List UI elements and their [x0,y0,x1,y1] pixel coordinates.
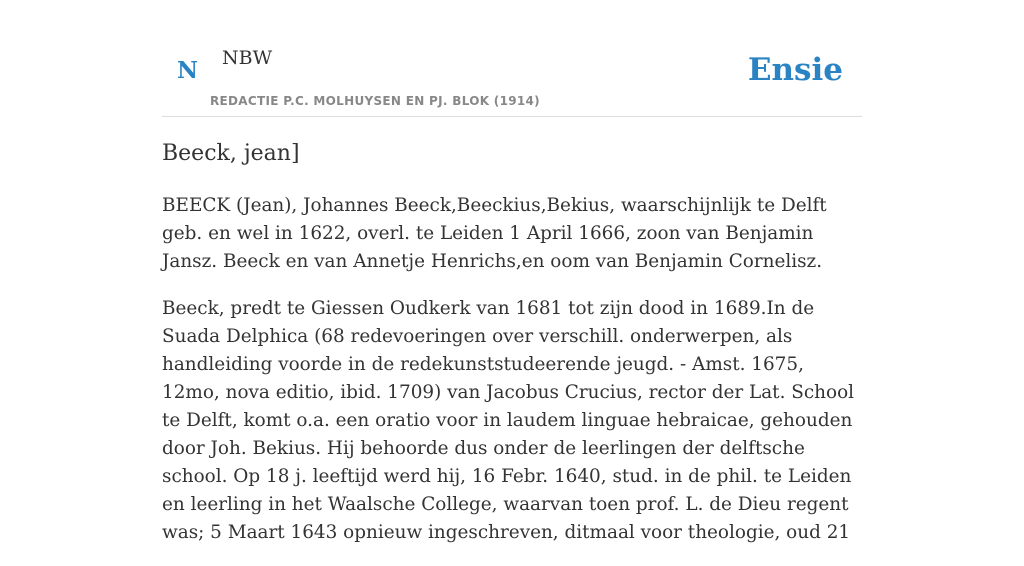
source-logo[interactable]: N [177,57,199,84]
source-title[interactable]: NBW [222,47,273,69]
site-header [162,0,862,117]
brand-logo-link[interactable]: Ensie [747,52,843,88]
entry-paragraph: Beeck, predt te Giessen Oudkerk van 1681 tot zijn dood in 1689.In de Suada Delphica (68 redevoeringen over verschill. onderwerpen, als handleiding voorde in de redekunststudeerende jeugd. - Amst. 1675, 12mo, nova editio, ibid. 1709) van Jacobus Crucius, rector der Lat. School te Delft, komt o.a. een oratio voor in laudem linguae hebraicae, gehouden door Joh. Bekius. Hij behoorde dus onder de leerlingen der delftsche school. Op 18 j. leeftijd werd hij, 16 Febr. 1640, stud. in de phil. te Leiden en leerling in het Waalsche College, waarvan toen prof. L. de Dieu regent was; 5 Maart 1643 opnieuw ingeschreven, ditmaal voor theologie, oud 21 [162,298,855,543]
source-subtitle: REDACTIE P.C. MOLHUYSEN EN PJ. BLOK (1914) [210,94,540,108]
entry-body [162,192,862,566]
entry-paragraph: BEECK (Jean), Johannes Beeck,Beeckius,Bekius, waarschijnlijk te Delft geb. en wel in 1622, overl. te Leiden 1 April 1666, zoon van Benjamin Jansz. Beeck en van Annetje Henrichs,en oom van Benjamin Cornelisz. [162,195,827,272]
entry-title: Beeck, jean] [162,141,300,166]
